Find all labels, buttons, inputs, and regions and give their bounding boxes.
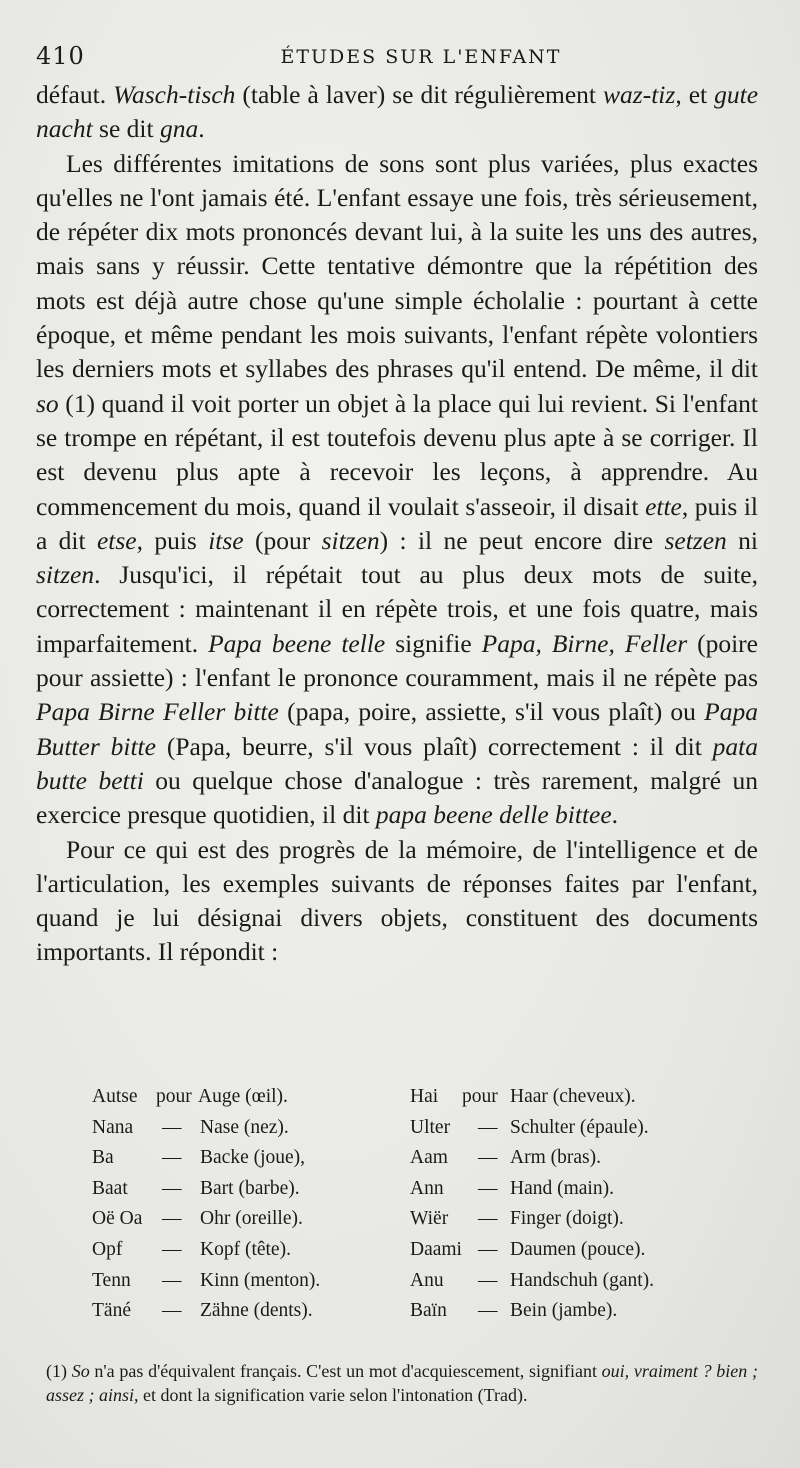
separator: — <box>478 1238 498 1260</box>
text-run: (table à laver) se dit régulièrement <box>235 80 604 109</box>
italic-text: Papa beene telle <box>208 628 386 658</box>
italic-text: sitzen <box>36 560 95 590</box>
word-list-row <box>410 1174 730 1205</box>
german-gloss: Schulter (épaule). <box>510 1116 649 1138</box>
paragraph <box>36 147 758 833</box>
child-word: Ann <box>410 1177 444 1199</box>
text-run: (1) quand il voit porter un objet à la place qui lui revient. Si l'enfant se trompe en répétant, il est toutefois devenu plus apte à se corriger. Il est devenu plus apte à recevoir les leçons, à apprendre. Au commencement du mois, quand il voulait s'asseoir, il disait <box>36 388 758 521</box>
italic-text: setzen <box>664 525 727 555</box>
text-run: signifie <box>385 628 482 658</box>
italic-text: gna <box>159 114 199 144</box>
word-list-row <box>410 1204 730 1235</box>
text-run: . Jusqu'ici, il répétait tout au plus deux mots de suite, correctement : maintenant il en répète trois, et une fois quatre, mais imparfaitement. <box>36 560 758 658</box>
italic-text: Wasch-tisch <box>113 80 236 109</box>
german-gloss: Handschuh (gant). <box>510 1269 655 1291</box>
german-gloss: Kinn (menton). <box>200 1269 321 1291</box>
german-gloss: Nase (nez). <box>200 1116 289 1138</box>
italic-text: Papa Birne Feller bitte <box>36 697 279 727</box>
german-gloss: Arm (bras). <box>510 1147 601 1169</box>
text-run: ou quelque chose d'analogue : très rarement, malgré un exercice presque quotidien, il dit <box>36 765 758 830</box>
child-word: Wiër <box>410 1208 449 1230</box>
word-list-row <box>410 1082 730 1113</box>
italic-text: So <box>71 1361 90 1381</box>
separator: — <box>478 1300 498 1322</box>
separator: — <box>478 1116 498 1138</box>
italic-text: ette <box>645 491 682 521</box>
german-gloss: Backe (joue), <box>200 1147 306 1169</box>
child-word: Täné <box>92 1300 131 1322</box>
word-list-row <box>410 1235 730 1266</box>
word-list-row <box>410 1143 730 1174</box>
italic-text: papa beene delle bittee <box>375 800 612 830</box>
italic-text: etse <box>96 525 137 555</box>
text-run: ni <box>726 525 758 555</box>
child-word: Nana <box>92 1116 134 1138</box>
word-list-row <box>410 1266 730 1297</box>
text-run: (pour <box>243 525 322 555</box>
word-list-row <box>92 1296 382 1327</box>
text-run: , puis il a dit <box>36 491 758 555</box>
footnote <box>46 1360 758 1407</box>
child-word: Hai <box>410 1086 439 1107</box>
page-header <box>36 42 766 72</box>
child-word: Ba <box>92 1147 114 1169</box>
text-run: (poire pour assiette) : l'enfant le prononce couramment, mais il ne répète pas <box>36 628 758 693</box>
text-run: ) : il ne peut encore dire <box>379 525 665 555</box>
word-list-row <box>92 1082 382 1113</box>
german-gloss: Hand (main). <box>510 1177 614 1199</box>
separator: pour <box>462 1086 498 1107</box>
text-run: , puis <box>136 525 209 555</box>
text-run: (Papa, beurre, s'il vous plaît) correctement : il dit <box>155 731 713 761</box>
word-list-left-column <box>92 1082 382 1327</box>
italic-text: Papa, Birne, Feller <box>481 628 688 658</box>
paragraph <box>36 833 758 970</box>
body-text <box>36 78 758 970</box>
italic-text: so <box>36 388 59 418</box>
word-list-row <box>410 1113 730 1144</box>
paragraph <box>36 78 758 147</box>
text-run: se dit <box>92 114 160 144</box>
german-gloss: Ohr (oreille). <box>200 1208 303 1230</box>
text-run: (papa, poire, assiette, s'il vous plaît) ou <box>278 697 705 727</box>
word-list-row <box>92 1266 382 1297</box>
german-gloss: Bein (jambe). <box>510 1300 618 1322</box>
child-word: Aam <box>410 1147 448 1169</box>
german-gloss: Bart (barbe). <box>200 1177 300 1199</box>
separator: — <box>162 1300 182 1322</box>
child-word: Baïn <box>410 1300 447 1322</box>
text-run: . <box>198 114 205 144</box>
german-gloss: Haar (cheveux). <box>510 1086 636 1107</box>
german-gloss: Zähne (dents). <box>200 1300 313 1322</box>
child-word: Daami <box>410 1238 462 1260</box>
text-run: défaut. <box>36 80 114 109</box>
text-run: Les différentes imitations de sons sont plus variées, plus exactes qu'elles ne l'ont jamais été. L'enfant essaye une fois, très sérieusement, de répéter dix mots prononcés devant lui, à la suite les uns des autres, mais sans y réussir. Cette tentative démontre que la répétition des mots est déjà autre chose qu'une simple écholalie : pourtant à cette époque, et même pendant les mois suivants, l'enfant répète volontiers les derniers mots et syllabes des phrases qu'il entend. De même, il dit <box>36 148 758 384</box>
separator: — <box>162 1208 182 1230</box>
child-word: Autse <box>92 1086 138 1107</box>
german-gloss: Finger (doigt). <box>510 1208 624 1230</box>
word-list-right-column <box>410 1082 730 1327</box>
italic-text: waz-tiz <box>603 80 676 109</box>
word-list-row <box>92 1113 382 1144</box>
child-word: Opf <box>92 1238 123 1260</box>
child-word: Ulter <box>410 1116 451 1138</box>
italic-text: sitzen <box>321 525 380 555</box>
word-list-row <box>410 1296 730 1327</box>
text-run: , et <box>675 80 715 109</box>
german-gloss: Daumen (pouce). <box>510 1238 646 1260</box>
word-list-row <box>92 1174 382 1205</box>
child-word: Anu <box>410 1269 444 1291</box>
word-list-row <box>92 1235 382 1266</box>
separator: — <box>478 1177 498 1199</box>
italic-text: itse <box>208 525 244 555</box>
child-word: Tenn <box>92 1269 131 1291</box>
word-list-row <box>92 1143 382 1174</box>
separator: — <box>478 1208 498 1230</box>
german-gloss: Kopf (tête). <box>200 1238 291 1260</box>
child-word: Oë Oa <box>92 1208 143 1230</box>
separator: — <box>162 1147 182 1169</box>
italic-text: Papa Butter bitte <box>36 697 758 761</box>
separator: — <box>162 1116 182 1138</box>
text-run: . <box>611 800 619 830</box>
text-run: n'a pas d'équivalent français. C'est un mot d'acquiescement, signifiant <box>89 1361 602 1381</box>
word-list-row <box>92 1204 382 1235</box>
page-number: 410 <box>36 42 85 70</box>
child-word: Baat <box>92 1177 128 1199</box>
italic-text: gute nacht <box>36 80 759 144</box>
german-gloss: Auge (œil). <box>198 1086 288 1107</box>
separator: — <box>162 1177 182 1199</box>
separator: — <box>162 1238 182 1260</box>
text-run: , et dont la signification varie selon l'intonation (Trad). <box>134 1384 528 1405</box>
separator: — <box>478 1147 498 1169</box>
text-run: (1) <box>46 1361 72 1381</box>
text-run: Pour ce qui est des progrès de la mémoire, de l'intelligence et de l'articulation, les exemples suivants de réponses faites par l'enfant, quand je lui désignai divers objets, constituent des documents importants. Il répondit : <box>36 834 758 967</box>
italic-text: oui, vraiment ? bien ; assez ; ainsi <box>46 1361 758 1405</box>
running-title: ÉTUDES SUR L'ENFANT <box>280 46 562 68</box>
separator: pour <box>156 1086 192 1107</box>
separator: — <box>478 1269 498 1291</box>
separator: — <box>162 1269 182 1291</box>
italic-text: pata butte betti <box>36 731 759 795</box>
